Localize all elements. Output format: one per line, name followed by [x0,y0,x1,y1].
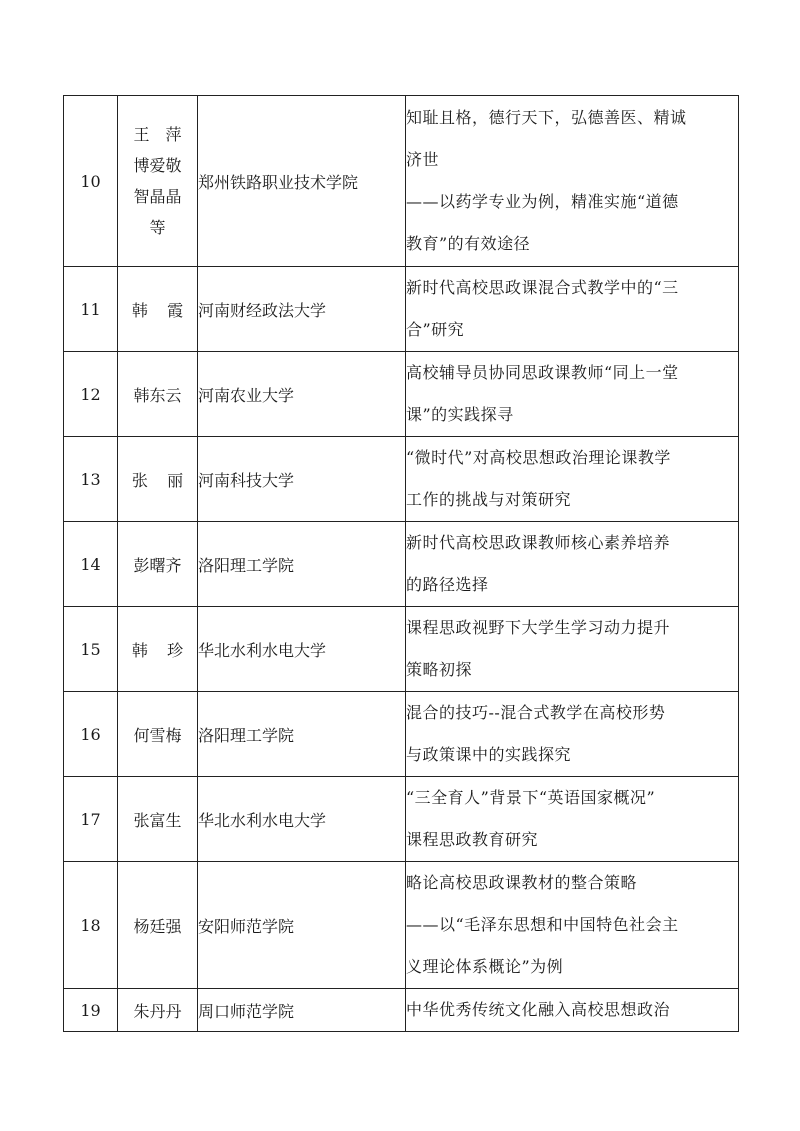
row-number: 17 [64,777,118,862]
table-row [64,777,739,862]
author-name-text: 韩霞 [131,300,203,320]
author-name [118,437,203,522]
table-row [64,96,739,267]
paper-title-line: 中华优秀传统文化融入高校思想政治 [406,1000,671,1019]
author-name: 朱丹丹 [118,989,198,1032]
paper-title-line: “三全育人”背景下“英语国家概况” [406,788,656,807]
paper-title-line: 新时代高校思政课教师核心素养培养 [406,533,671,552]
paper-title-line: ——以“毛泽东思想和中国特色社会主 [406,915,679,934]
paper-title [406,267,739,352]
row-number: 13 [64,437,118,522]
row-number: 11 [64,267,118,352]
paper-title [406,96,739,267]
paper-title-line: 策略初探 [406,660,473,679]
paper-title-line: 课程思政教育研究 [406,830,539,849]
paper-title-line: 课程思政视野下大学生学习动力提升 [406,618,671,637]
paper-title [406,352,739,437]
table-row [64,352,739,437]
author-name-text: 韩珍 [131,640,203,660]
author-name: 张富生 [118,777,198,862]
row-number: 14 [64,522,118,607]
author-name-line: 智晶晶 [133,187,182,206]
paper-title-line: 知耻且格，德行天下，弘德善医、精诚 [406,108,687,127]
paper-title [406,989,739,1032]
author-name: 何雪梅 [118,692,198,777]
paper-title-line: 的路径选择 [406,575,489,594]
row-number: 16 [64,692,118,777]
institution: 河南财经政法大学 [198,267,406,352]
paper-title-line: 课”的实践探寻 [406,405,514,424]
author-name-line: 博爱敬 [133,156,182,175]
paper-title-line: 与政策课中的实践探究 [406,745,572,764]
table-row [64,522,739,607]
author-name-text: 张丽 [131,470,203,490]
table-row [64,692,739,777]
author-name [118,607,203,692]
institution: 周口师范学院 [198,989,406,1032]
paper-title-line: 略论高校思政课教材的整合策略 [406,873,638,892]
paper-title-line: 新时代高校思政课混合式教学中的“三 [406,278,679,297]
paper-title-line: 工作的挑战与对策研究 [406,490,572,509]
institution: 华北水利水电大学 [198,777,406,862]
table-row [64,267,739,352]
row-number: 18 [64,862,118,989]
institution: 安阳师范学院 [198,862,406,989]
paper-title [406,692,739,777]
author-name: 韩东云 [118,352,198,437]
institution: 河南农业大学 [198,352,406,437]
institution: 华北水利水电大学 [198,607,406,692]
table-row [64,437,739,522]
row-number: 19 [64,989,118,1032]
paper-title-line: ——以药学专业为例，精准实施“道德 [406,192,679,211]
paper-title [406,437,739,522]
row-number: 15 [64,607,118,692]
paper-title-line: 教育”的有效途径 [406,234,531,253]
institution: 郑州铁路职业技术学院 [198,96,406,267]
paper-title-line: 济世 [406,150,440,169]
institution: 河南科技大学 [198,437,406,522]
author-name-line: 等 [149,218,166,237]
paper-title-line: 义理论体系概论”为例 [406,957,564,976]
author-name [118,96,198,267]
row-number: 10 [64,96,118,267]
author-name [118,267,203,352]
paper-title [406,522,739,607]
author-name: 彭曙齐 [118,522,198,607]
paper-title [406,777,739,862]
author-name-line: 王 萍 [133,125,182,144]
institution: 洛阳理工学院 [198,522,406,607]
paper-title-line: 高校辅导员协同思政课教师“同上一堂 [406,363,679,382]
paper-title-line: 混合的技巧--混合式教学在高校形势 [406,703,666,722]
table-row [64,989,739,1032]
author-name: 杨廷强 [118,862,198,989]
paper-title-line: “微时代”对高校思想政治理论课教学 [406,448,671,467]
paper-title [406,862,739,989]
institution: 洛阳理工学院 [198,692,406,777]
paper-title-line: 合”研究 [406,320,465,339]
row-number: 12 [64,352,118,437]
paper-title [406,607,739,692]
table-row [64,607,739,692]
awards-table [63,95,739,1032]
table-row [64,862,739,989]
